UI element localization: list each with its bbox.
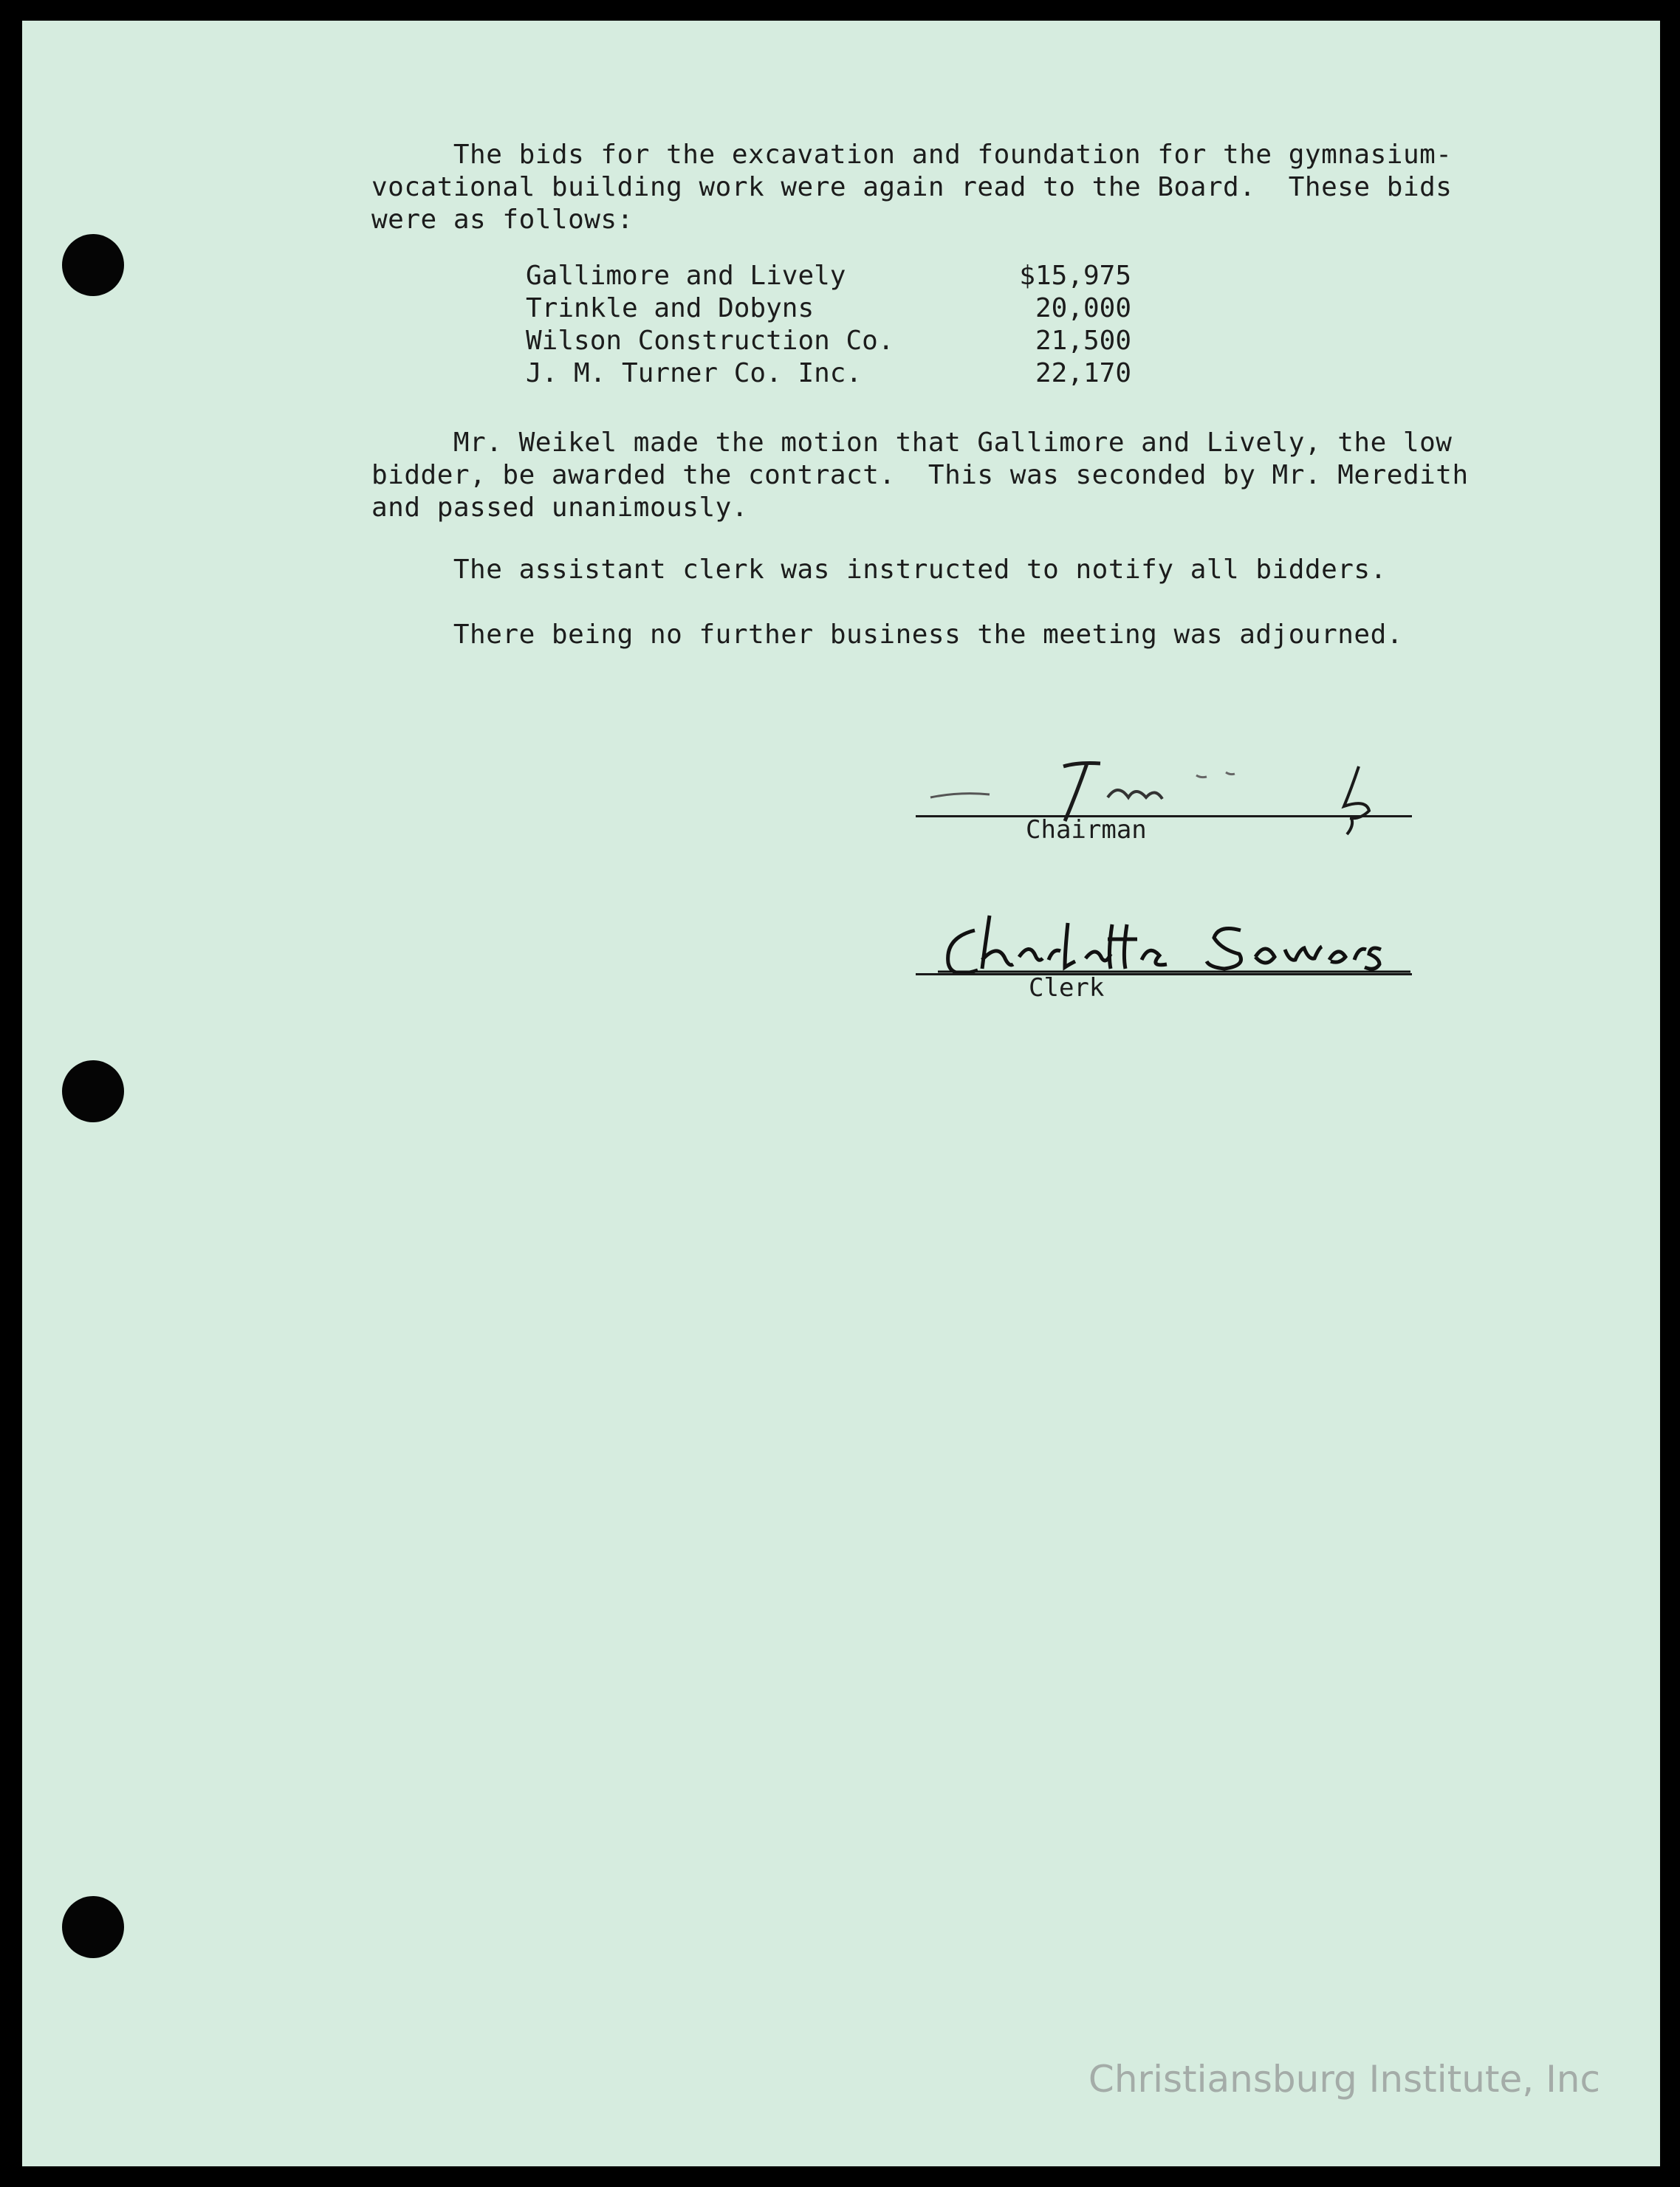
chairman-signature (916, 746, 1418, 842)
bidder-name: Wilson Construction Co. (526, 326, 894, 356)
clerk-signature-line (916, 973, 1412, 975)
binder-hole-top (62, 234, 124, 296)
bid-row (526, 260, 1131, 292)
paragraph-2-line-3: and passed unanimously. (371, 492, 748, 523)
bidder-name: Gallimore and Lively (526, 261, 846, 291)
paragraph-2-line-1: Mr. Weikel made the motion that Gallimore and Lively, the low (371, 428, 1453, 458)
paragraph-4: There being no further business the meeting was adjourned. (371, 619, 1403, 650)
bid-row (526, 357, 1131, 390)
bid-amount: 21,500 (1035, 326, 1131, 356)
paragraph-3: The assistant clerk was instructed to notify all bidders. (371, 555, 1387, 585)
clerk-label: Clerk (1029, 973, 1105, 1003)
bid-amount: $15,975 (1019, 261, 1131, 291)
paragraph-1-line-3: were as follows: (371, 205, 634, 235)
bids-table (526, 260, 1131, 390)
bid-row (526, 292, 1131, 325)
watermark: Christiansburg Institute, Inc (1088, 2058, 1600, 2101)
paragraph-1-line-2: vocational building work were again read to the Board. These bids (371, 172, 1453, 202)
paragraph-2-line-2: bidder, be awarded the contract. This was seconded by Mr. Meredith (371, 460, 1469, 490)
bidder-name: Trinkle and Dobyns (526, 293, 815, 323)
bidder-name: J. M. Turner Co. Inc. (526, 358, 863, 388)
binder-hole-bottom (62, 1896, 124, 1958)
clerk-signature (930, 908, 1506, 989)
chairman-label: Chairman (1026, 815, 1147, 845)
binder-hole-middle (62, 1060, 124, 1122)
bid-amount: 20,000 (1035, 293, 1131, 323)
bid-row (526, 325, 1131, 357)
chairman-signature-line (916, 815, 1412, 817)
paragraph-1-line-1: The bids for the excavation and foundation for the gymnasium- (371, 140, 1453, 170)
bid-amount: 22,170 (1035, 358, 1131, 388)
